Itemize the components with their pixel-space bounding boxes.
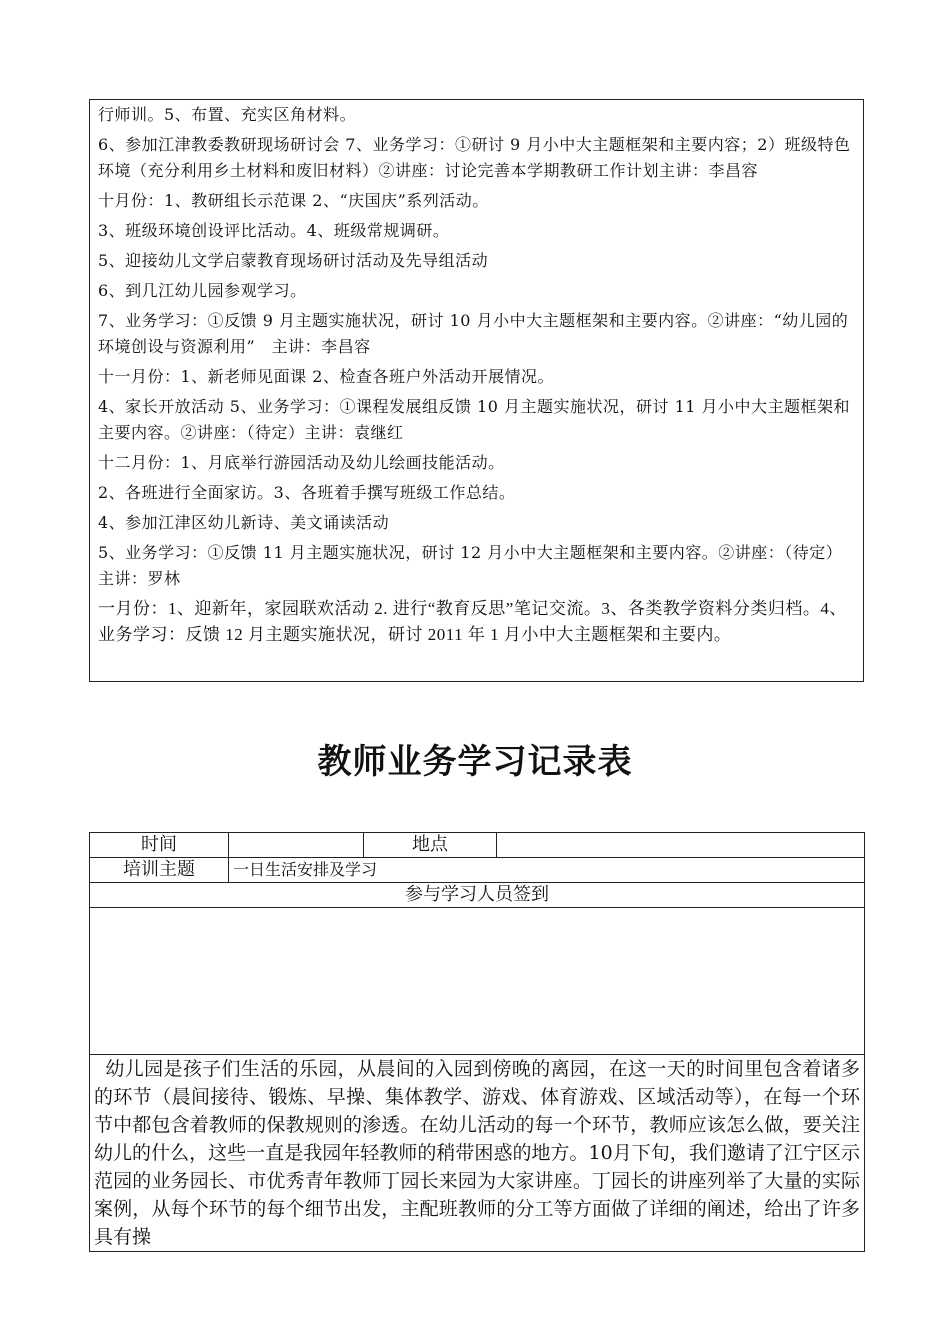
plan-line: 行师训。5、布置、充实区角材料。	[98, 105, 357, 124]
place-field[interactable]	[497, 833, 865, 858]
plan-line: 7、业务学习：①反馈 9 月主题实施状况，研讨 10 月小中大主题框架和主要内容。②讲座：“幼儿园的环境创设与资源利用” 主讲：李昌容	[98, 311, 849, 356]
plan-line: 6、参加江津教委教研现场研讨会 7、业务学习：①研讨 9 月小中大主题框架和主要内容；2）班级特色环境（充分利用乡土材料和废旧材料）②讲座：讨论完善本学期教研工作计划主讲：李昌容	[98, 135, 851, 180]
time-label: 时间	[90, 833, 229, 858]
plan-line: 3、班级环境创设评比活动。4、班级常规调研。	[98, 221, 450, 240]
topic-field[interactable]: 一日生活安排及学习	[229, 858, 865, 883]
table-row	[90, 883, 865, 908]
summary-text: 幼儿园是孩子们生活的乐园，从晨间的入园到傍晚的离园，在这一天的时间里包含着诸多的环节（晨间接待、锻炼、早操、集体教学、游戏、体育游戏、区域活动等），在每一个环节中都包含着教师的保教规则的渗透。在幼儿活动的每一个环节，教师应该怎么做，要关注幼儿的什么，这些一直是我园年轻教师的稍带困惑的地方。10月下旬，我们邀请了江宁区示范园的业务园长、市优秀青年教师丁园长来园为大家讲座。丁园长的讲座列举了大量的实际案例，从每个环节的每个细节出发，主配班教师的分工等方面做了详细的阐述，给出了许多具有操	[94, 1058, 860, 1248]
plan-line: 4、参加江津区幼儿新诗、美文诵读活动	[98, 513, 390, 532]
plan-line: 十月份：1、教研组长示范课 2、“庆国庆”系列活动。	[98, 191, 489, 210]
plan-line: 十二月份：1、月底举行游园活动及幼儿绘画技能活动。	[98, 453, 505, 472]
topic-label: 培训主题	[90, 858, 229, 883]
place-label: 地点	[364, 833, 497, 858]
table-row	[90, 858, 865, 883]
work-plan-box	[89, 99, 864, 682]
table-row	[90, 833, 865, 858]
plan-line: 2、各班进行全面家访。3、各班着手撰写班级工作总结。	[98, 483, 516, 502]
plan-line: 一月份：1、迎新年，家园联欢活动 2. 进行“教育反思”笔记交流。3、各类教学资料分类归档。4、业务学习：反馈 12 月主题实施状况，研讨 2011 年 1 月小中大主题框架和主要内。	[98, 599, 847, 644]
study-record-table	[89, 832, 865, 1252]
table-row	[90, 908, 865, 1055]
signin-label: 参与学习人员签到	[90, 883, 865, 908]
plan-line: 5、迎接幼儿文学启蒙教育现场研讨活动及先导组活动	[98, 251, 489, 270]
time-field[interactable]	[229, 833, 364, 858]
page-title: 教师业务学习记录表	[317, 742, 633, 782]
plan-line: 4、家长开放活动 5、业务学习：①课程发展组反馈 10 月主题实施状况，研讨 11 月小中大主题框架和主要内容。②讲座：（待定）主讲：袁继红	[98, 397, 851, 442]
signin-area[interactable]	[90, 908, 865, 1055]
plan-line: 6、到几江幼儿园参观学习。	[98, 281, 307, 300]
table-row	[90, 1055, 865, 1252]
plan-line: 5、业务学习：①反馈 11 月主题实施状况，研讨 12 月小中大主题框架和主要内容。②讲座：（待定）主讲：罗林	[98, 543, 843, 588]
summary-cell	[90, 1055, 865, 1252]
plan-line: 十一月份：1、新老师见面课 2、检查各班户外活动开展情况。	[98, 367, 554, 386]
